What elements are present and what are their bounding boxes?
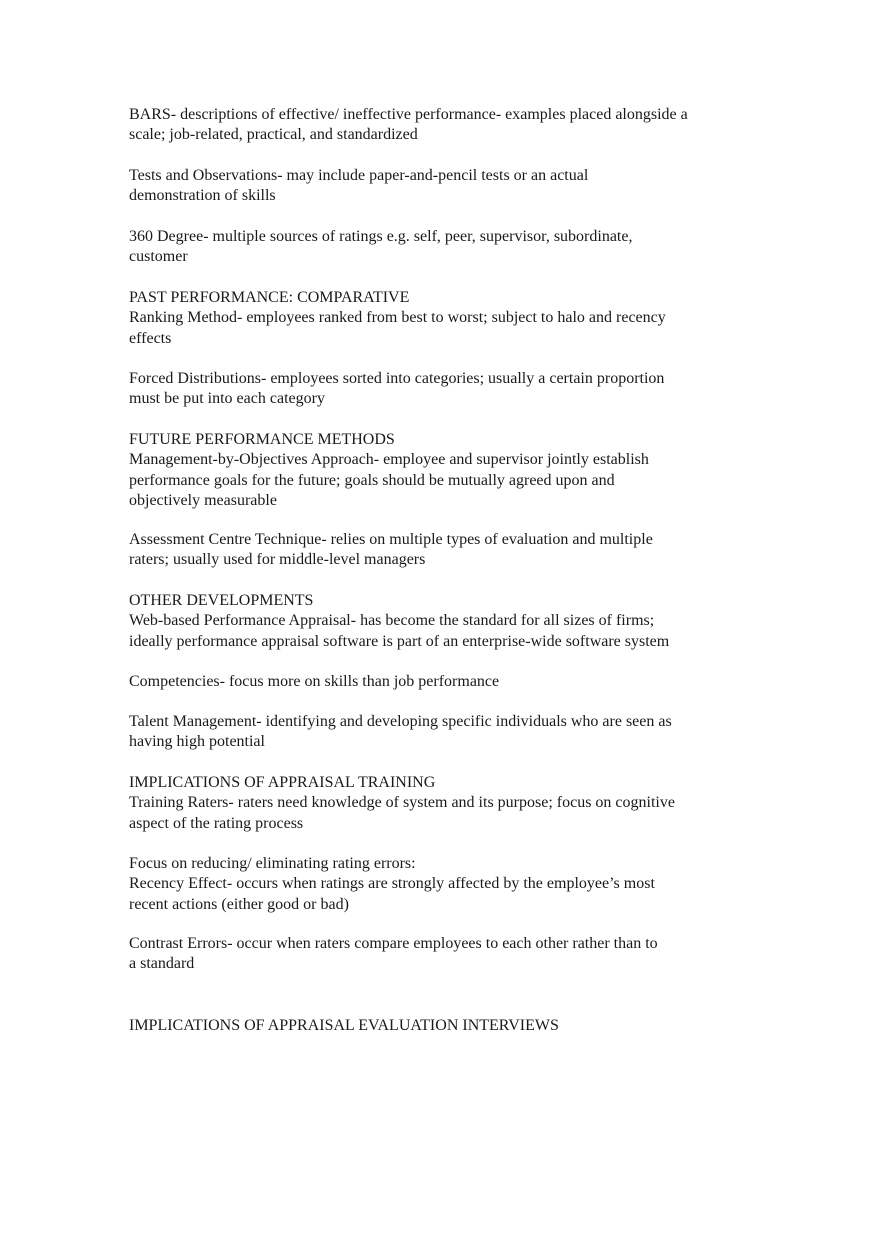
text-line: a standard [129, 955, 195, 973]
section-appraisal-training [129, 773, 749, 834]
text-line: Training Raters- raters need knowledge of system and its purpose; focus on cognitive [129, 794, 675, 812]
paragraph-forced-distributions [129, 369, 749, 410]
text-line: having high potential [129, 733, 265, 751]
text-line: Ranking Method- employees ranked from best to worst; subject to halo and recency [129, 309, 666, 327]
section-heading: FUTURE PERFORMANCE METHODS [129, 431, 395, 448]
paragraph-360-degree [129, 227, 749, 268]
text-line: customer [129, 248, 188, 266]
paragraph-tests-observations [129, 166, 749, 207]
paragraph-bars [129, 105, 749, 146]
section-evaluation-interviews [129, 1016, 749, 1036]
section-past-performance [129, 288, 749, 349]
section-heading: OTHER DEVELOPMENTS [129, 592, 314, 609]
text-line: demonstration of skills [129, 187, 276, 205]
text-line: Contrast Errors- occur when raters compare employees to each other rather than to [129, 935, 658, 952]
text-line: effects [129, 329, 172, 347]
paragraph-competencies [129, 672, 749, 692]
section-heading: IMPLICATIONS OF APPRAISAL EVALUATION INTERVIEWS [129, 1017, 559, 1034]
text-line: Recency Effect- occurs when ratings are strongly affected by the employee’s most [129, 875, 655, 893]
text-line: 360 Degree- multiple sources of ratings e.g. self, peer, supervisor, subordinate, [129, 228, 633, 245]
text-line: Talent Management- identifying and developing specific individuals who are seen as [129, 713, 672, 730]
text-line: performance goals for the future; goals should be mutually agreed upon and [129, 471, 615, 489]
text-line: aspect of the rating process [129, 814, 304, 832]
paragraph-talent-management [129, 712, 749, 753]
text-line: Assessment Centre Technique- relies on multiple types of evaluation and multiple [129, 531, 653, 548]
section-other-developments [129, 591, 749, 652]
section-future-performance [129, 430, 749, 511]
section-heading: PAST PERFORMANCE: COMPARATIVE [129, 289, 410, 306]
text-line: recent actions (either good or bad) [129, 895, 349, 913]
text-line: Web-based Performance Appraisal- has become the standard for all sizes of firms; [129, 612, 655, 630]
section-heading: IMPLICATIONS OF APPRAISAL TRAINING [129, 774, 436, 791]
paragraph-rating-errors [129, 854, 749, 915]
text-line: objectively measurable [129, 491, 277, 509]
text-line: Forced Distributions- employees sorted into categories; usually a certain proportion [129, 370, 665, 387]
paragraph-assessment-centre [129, 530, 749, 571]
text-line: BARS- descriptions of effective/ ineffective performance- examples placed alongside a [129, 106, 688, 123]
text-line: Tests and Observations- may include paper-and-pencil tests or an actual [129, 167, 589, 184]
text-line: ideally performance appraisal software is part of an enterprise-wide software system [129, 632, 670, 650]
text-line: Focus on reducing/ eliminating rating errors: [129, 855, 416, 872]
text-line: scale; job-related, practical, and standardized [129, 126, 418, 144]
text-line: raters; usually used for middle-level managers [129, 551, 426, 569]
text-line: Management-by-Objectives Approach- employee and supervisor jointly establish [129, 451, 649, 469]
paragraph-contrast-errors [129, 934, 749, 975]
text-line: Competencies- focus more on skills than job performance [129, 673, 500, 690]
text-line: must be put into each category [129, 390, 325, 408]
